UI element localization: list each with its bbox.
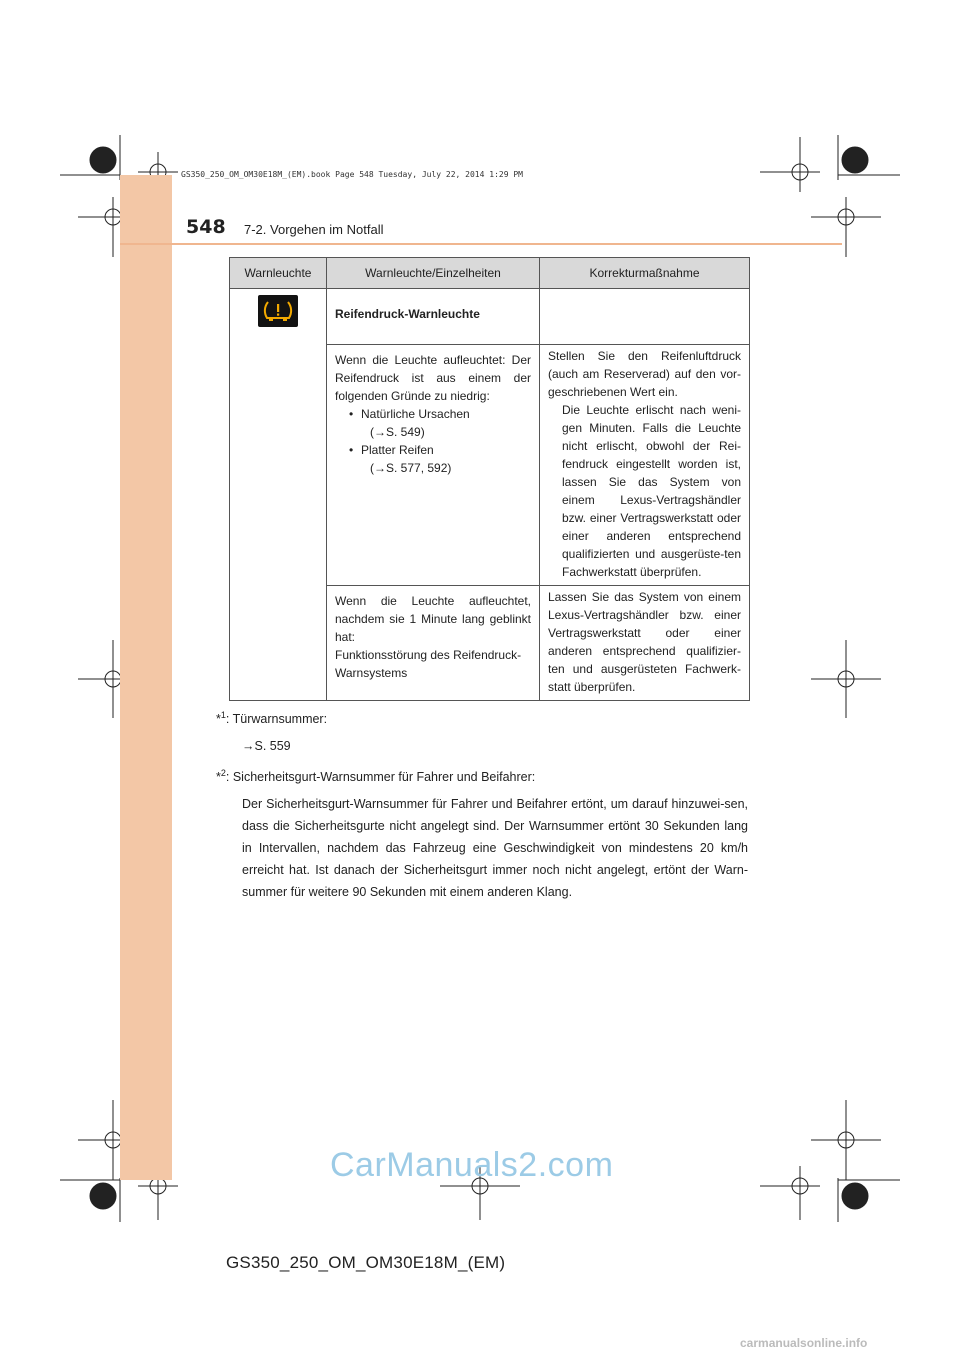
warning-title: Reifendruck-Warnleuchte — [327, 289, 540, 345]
column-header-details: Warnleuchte/Einzelheiten — [327, 258, 540, 289]
action-cell — [540, 586, 750, 701]
table-header-row — [230, 258, 750, 289]
tire-pressure-warning-icon — [258, 295, 298, 327]
book-info: GS350_250_OM_OM30E18M_(EM).book Page 548 Tuesday, July 22, 2014 1:29 PM — [181, 170, 523, 179]
watermark: CarManuals2.com — [330, 1146, 614, 1184]
condition-text: Wenn die Leuchte aufleuchtet: Der Reifendruck ist aus einem der folgenden Gründe zu niedrig: — [335, 353, 531, 403]
page-reference: (→S. 549) — [370, 425, 425, 439]
detail-cell — [327, 586, 540, 701]
condition-text: Wenn die Leuchte aufleuchtet, nachdem sie 1 Minute lang geblinkt hat: — [335, 594, 531, 644]
condition-detail-text: Funktionsstörung des Reifendruck-Warnsystems — [335, 648, 522, 680]
action-cell — [540, 345, 750, 586]
action-text: Lassen Sie das System von einem Lexus-Vertragshändler bzw. einer Vertragswerkstatt oder einer anderen entsprechend qualifizier-ten und ausgerüsteten Fachwerk-statt überprüfen. — [548, 590, 741, 694]
page-reference: (→S. 577, 592) — [370, 461, 452, 475]
table-row — [230, 289, 750, 345]
warning-light-table — [229, 257, 750, 701]
footnote-2-label: *$^2$: Sicherheitsgurt-Warnsummer für Fahrer und Beifahrer: — [216, 768, 536, 785]
list-item: • Platter Reifen — [349, 443, 434, 457]
footnote-1-label: *$^1$: Türwarnsummer: — [216, 710, 328, 727]
page-side-tab — [120, 175, 172, 1180]
icon-cell — [230, 289, 327, 701]
column-header-corrective-action: Korrekturmaßnahme — [540, 258, 750, 289]
action-detail-text: Die Leuchte erlischt nach weni-gen Minuten. Falls die Leuchte nicht erlischt, obwohl der Rei-fendruck eingestellt worden ist, lassen Sie das System von einem Lexus-Vertragshändler bzw. einer Vertragswerkstatt oder einer anderen entsprechend qualifizierten und ausgerüste-ten Fachwerkstatt überprüfen. — [562, 403, 741, 579]
detail-cell — [327, 345, 540, 586]
page-number: 548 — [186, 216, 226, 238]
footnote-1-text: →S. 559 — [242, 739, 291, 754]
list-item: • Natürliche Ursachen — [349, 407, 470, 421]
watermark-secondary: carmanualsonline.info — [740, 1336, 868, 1350]
footnote-2-text: Der Sicherheitsgurt-Warnsummer für Fahrer und Beifahrer ertönt, um darauf hinzuwei-sen, dass die Sicherheitsgurte nicht angelegt sind. Der Warnsummer ertönt 30 Sekunden lang in Intervallen, nachdem das Fahrzeug eine Geschwindigkeit von mindestens 20 km/h erreicht hat. Ist danach der Sicherheitsgurt immer noch nicht angelegt, ertönt der Warn-summer für weitere 90 Sekunden mit einem anderen Klang. — [242, 797, 748, 900]
empty-cell — [540, 289, 750, 345]
footnotes — [216, 705, 748, 903]
section-title: 7-2. Vorgehen im Notfall — [244, 222, 384, 237]
header-rule — [120, 243, 842, 245]
column-header-warning-light: Warnleuchte — [230, 258, 327, 289]
action-text: Stellen Sie den Reifenluftdruck (auch am Reserverad) auf den vor-geschriebenen Wert ein. — [548, 349, 741, 399]
document-id: GS350_250_OM_OM30E18M_(EM) — [226, 1253, 506, 1272]
